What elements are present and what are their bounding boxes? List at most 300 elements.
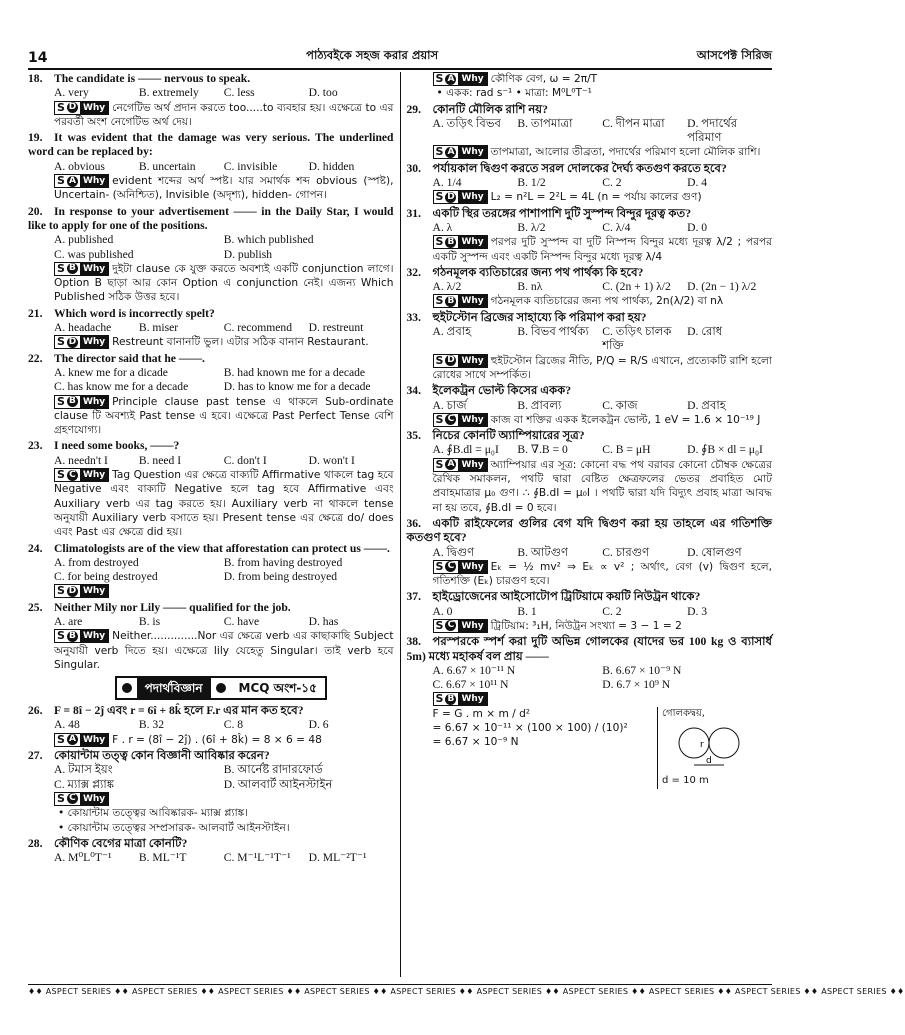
answer-letter: B <box>67 396 78 407</box>
explanation-text: Principle clause past tense এ থাকলে Sub-ordinate clause টি অবশ্যই Past tense এ হবে। এক্ষেত্রে Past Perfect Tense বেশি গ্রহণযোগ্য। <box>54 395 394 437</box>
explanation <box>407 145 773 159</box>
page-number: 14 <box>28 50 48 66</box>
why-label: Why <box>80 396 108 408</box>
question-stem: কৌণিক বেগের মাত্রা কোনটি? <box>54 836 188 850</box>
why-label: Why <box>80 336 108 348</box>
explanation-text: L₂ = n²L = 2²L = 4L (n = পর্যায় কালের গুণ) <box>490 191 702 204</box>
distance-value: d = 10 m <box>662 775 709 787</box>
option: C. 2 <box>602 604 622 618</box>
option: D. 6.7 × 10⁹ N <box>602 678 671 692</box>
option: A. 6.67 × 10⁻¹¹ N <box>432 663 516 677</box>
option: C. চারগুণ <box>602 545 650 559</box>
option: B. আটগুণ <box>517 545 569 559</box>
solution-mark: S <box>57 100 65 114</box>
option: C. (2n + 1) λ/2 <box>602 280 671 294</box>
question-item <box>407 162 773 205</box>
answer-badge <box>54 584 109 598</box>
option-list <box>407 443 773 457</box>
option-list <box>407 399 773 413</box>
explanation <box>407 692 773 706</box>
question-number: 28. <box>28 836 43 850</box>
calc-line: = 6.67 × 10⁻¹¹ × (100 × 100) / (10)² <box>432 722 628 735</box>
question-number: 22. <box>28 351 43 365</box>
why-label: Why <box>80 102 108 114</box>
option: B. had known me for a decade <box>223 365 366 379</box>
explanation <box>407 294 773 308</box>
explanation <box>28 584 394 598</box>
question-stem: ইলেকট্রন ভোল্ট কিসের একক? <box>432 384 572 398</box>
question-stem: The candidate is —— nervous to speak. <box>54 72 251 85</box>
right-column <box>401 72 773 977</box>
question-number: 24. <box>28 541 43 555</box>
question-text <box>407 207 773 221</box>
option: B. আর্নেষ্ট রাদারফোর্ড <box>223 763 323 777</box>
answer-letter: D <box>68 585 77 596</box>
question-number: 18. <box>28 72 43 85</box>
option-list <box>407 664 773 693</box>
answer-letter: B <box>67 631 78 642</box>
option-list <box>28 851 394 865</box>
question-text <box>407 635 773 664</box>
option: A. λ/2 <box>432 280 462 294</box>
why-label: Why <box>80 469 108 481</box>
question-text <box>407 266 773 280</box>
option: C. তড়িৎ চালক শক্তি <box>602 325 672 353</box>
option: A. λ <box>432 220 453 234</box>
option-list <box>407 325 773 354</box>
option: B. extremely <box>138 86 199 100</box>
option: C. ম্যাক্স প্ল্যাঙ্ক <box>54 777 114 791</box>
option: A. needn't I <box>54 453 108 467</box>
question-stem: Climatologists are of the view that afforestation can protect us ——. <box>54 541 390 555</box>
option: D. ∮B × dl = μ₀I <box>687 443 763 457</box>
option: B. nλ <box>517 280 543 294</box>
option: B. 1 <box>517 604 537 618</box>
explanation <box>407 190 773 204</box>
option: A. ∮B.dl = μ₀I <box>432 443 499 457</box>
question-stem: নিচের কোনটি অ্যাম্পিয়ারের সূত্র? <box>432 429 585 443</box>
question-number: 21. <box>28 306 43 320</box>
question-text <box>407 103 773 117</box>
question-stem: Which word is incorrectly spelt? <box>54 306 215 320</box>
question-text <box>28 601 394 615</box>
figure-label: গোলকদ্বয়, <box>662 707 705 719</box>
option: C. has know me for a decade <box>54 380 189 394</box>
option: C. 2 <box>602 176 622 190</box>
explanation-text: নেগেটিভ অর্থ প্রদান করতে too.....to ব্যবহার হয়। এক্ষেত্রে to এর পরবর্তী অংশ নেগেটিভ অর্থ দেয়। <box>54 101 394 128</box>
answer-letter: B <box>445 237 456 248</box>
question-text <box>28 439 394 453</box>
option: D. has to know me for a decade <box>223 380 371 394</box>
option: C. less <box>223 86 255 100</box>
option: D. won't I <box>308 453 355 467</box>
option: B. ML⁻¹T <box>138 851 187 865</box>
question-text <box>407 311 773 325</box>
distance-label: d <box>706 756 712 767</box>
answer-letter: B <box>445 296 456 307</box>
question-item <box>28 749 394 835</box>
option: D. (2n − 1) λ/2 <box>687 280 757 294</box>
question-item <box>28 352 394 438</box>
why-label: Why <box>458 561 486 573</box>
option: C. have <box>223 614 260 628</box>
why-label: Why <box>458 295 486 307</box>
answer-badge <box>433 294 488 308</box>
option: A. টমাস ইয়ং <box>54 763 113 777</box>
solution-mark: S <box>57 468 65 482</box>
question-text <box>407 162 773 176</box>
question-stem: F = 8î − 2ĵ এবং r = 6î + 8k̂ হলে F.r এর মান কত হবে? <box>54 704 304 718</box>
option: C. M⁻¹L⁻¹T⁻¹ <box>223 851 291 865</box>
answer-badge <box>433 354 488 368</box>
solution-mark: S <box>435 457 444 471</box>
question-number: 35. <box>406 429 421 443</box>
solution-mark: S <box>435 190 444 204</box>
answer-letter: A <box>445 74 456 85</box>
answer-badge <box>433 235 488 249</box>
option: D. ষোলগুণ <box>687 545 742 559</box>
answer-badge <box>433 190 488 204</box>
question-text <box>28 352 394 366</box>
answer-badge <box>54 395 109 409</box>
calculation <box>433 707 658 789</box>
physics-question-list-right <box>407 72 773 789</box>
answer-letter: C <box>67 470 78 481</box>
explanation <box>407 235 773 264</box>
explanation-bullet: • কোয়ান্টাম তত্ত্বের আবিষ্কারক- ম্যাক্স প্ল্যাঙ্ক। <box>58 807 249 820</box>
option: C. B = μH <box>602 443 651 457</box>
option-list <box>28 366 394 395</box>
option: A. are <box>54 614 83 628</box>
why-label: Why <box>80 793 108 805</box>
answer-badge <box>54 174 109 188</box>
question-stem: হুইটস্টোন ব্রিজের সাহায্যে কি পরিমাপ করা হয়? <box>432 310 647 324</box>
why-label: Why <box>458 236 486 248</box>
option: A. published <box>54 233 114 247</box>
why-label: Why <box>458 191 486 203</box>
question-stem: হাইড্রোজেনের আইসোটোপ ট্রিটিয়ামে কয়টি নিউট্রন থাকে? <box>432 590 701 604</box>
question-stem: গঠনমূলক ব্যতিচারের জন্য পথ পার্থক্য কি হবে? <box>432 265 644 279</box>
explanation-text: পরপর দুটি সুস্পন্দ বা দুটি নিস্পন্দ বিন্দুর মধ্যে দূরত্ব λ/2 ; পরপর একটি সুস্পন্দ এবং একটি নিস্পন্দ বিন্দুর মধ্যে দূরত্ব λ/4 <box>432 236 772 263</box>
option: A. knew me for a dicade <box>54 365 168 379</box>
why-label: Why <box>80 734 108 746</box>
option-list <box>28 321 394 335</box>
question-item <box>28 72 394 129</box>
option: A. M⁰L⁰T⁻¹ <box>54 851 112 865</box>
option-list <box>407 221 773 235</box>
question-text <box>28 307 394 321</box>
question-number: 33. <box>406 310 421 324</box>
question-text <box>28 749 394 763</box>
answer-letter: D <box>68 336 77 347</box>
question-stem: The director said that he ——. <box>54 351 205 365</box>
option: D. restreunt <box>308 321 364 335</box>
question-text <box>407 429 773 443</box>
answer-letter: C <box>445 620 456 631</box>
explanation-text: তাপমাত্রা, আলোর তীব্রতা, পদার্থের পরিমাণ হলো মৌলিক রাশি। <box>490 146 761 159</box>
option: A. headache <box>54 321 112 335</box>
option: D. প্রবাহ <box>687 398 726 412</box>
option: B. from having destroyed <box>223 555 343 569</box>
why-label: Why <box>458 355 486 367</box>
radius-label: r <box>700 740 704 751</box>
explanation-text: Tag Question এর ক্ষেত্রে বাক্যটি Affirmative থাকলে tag হবে Negative এবং বাক্যটি Negative হলে tag হবে Affirmative এবং Auxiliary verb এর tag করতে হয়। Auxiliary verb না থাকলে tense অনুযায়ী Auxiliary verb বসাতে হয়। Present tense এর ক্ষেত্রে do/ does এবং Past এর ক্ষেত্রে did হয়। <box>54 469 394 539</box>
question-stem: কোয়ান্টাম তত্ত্ব কোন বিজ্ঞানী আবিষ্কার করেন? <box>54 749 270 763</box>
option: B. which published <box>223 233 314 247</box>
question-number: 30. <box>406 161 421 175</box>
option: C. 8 <box>223 718 244 732</box>
explanation-text: F . r = (8î − 2ĵ) . (6î + 8k̂) = 8 × 6 = 48 <box>112 733 322 746</box>
option-list <box>28 556 394 585</box>
bullet-text: কোয়ান্টাম তত্ত্বের আবিষ্কারক- ম্যাক্স প্ল্যাঙ্ক। <box>67 807 249 820</box>
option-list <box>28 233 394 262</box>
section-part: MCQ অংশ-১৫ <box>238 681 317 696</box>
question-item <box>407 72 773 101</box>
explanation <box>28 335 394 349</box>
option: C. λ/4 <box>602 220 631 234</box>
question-stem: একটি রাইফেলের গুলির বেগ যদি দ্বিগুণ করা হয় তাহলে এর গতিশক্তি কতগুণ হবে? <box>406 516 772 545</box>
answer-letter: D <box>68 102 77 113</box>
question-text <box>407 517 773 546</box>
solution-mark: S <box>57 174 65 188</box>
option: C. was published <box>54 247 134 261</box>
explanation <box>28 629 394 672</box>
question-item <box>28 542 394 599</box>
question-stem: কোনটি মৌলিক রাশি নয়? <box>432 102 548 116</box>
option: D. publish <box>223 247 273 261</box>
why-label: Why <box>458 620 486 632</box>
explanation <box>28 101 394 130</box>
option: D. hidden <box>308 159 355 173</box>
answer-letter: C <box>67 793 78 804</box>
option: D. has <box>308 614 339 628</box>
question-stem: It was evident that the damage was very serious. The underlined word can be replaced by: <box>28 131 394 159</box>
answer-letter: A <box>445 147 456 158</box>
left-column <box>28 72 401 977</box>
answer-badge <box>433 692 488 706</box>
option: A. তড়িৎ বিভব <box>432 116 501 130</box>
bullet-text: কোয়ান্টাম তত্ত্বের সম্প্রসারক- আলবার্ট আইনস্টাইন। <box>67 821 290 834</box>
option-list <box>28 718 394 732</box>
option: C. invisible <box>223 159 278 173</box>
option: B. is <box>138 614 161 628</box>
solution-mark: S <box>57 791 65 805</box>
option: C. দীপন মাত্রা <box>602 116 665 130</box>
answer-badge <box>433 72 488 86</box>
explanation-text: কৌণিক বেগ, ω = 2π/T <box>490 73 598 85</box>
answer-letter: C <box>445 414 456 425</box>
explanation-bullet: • কোয়ান্টাম তত্ত্বের সম্প্রসারক- আলবার্ট আইনস্টাইন। <box>58 821 290 834</box>
question-item <box>28 837 394 866</box>
solution-mark: S <box>57 394 65 408</box>
solution-mark: S <box>435 412 444 426</box>
english-question-list <box>28 72 394 672</box>
answer-badge <box>54 262 109 276</box>
why-label: Why <box>458 73 486 85</box>
explanation-text: দুইটা clause কে যুক্ত করতে অবশ্যই একটি conjunction লাগে। Option B ছাড়া আর কোন Option এ conjunction নেই। এজন্য Which Published সঠিক উত্তর হবে। <box>54 262 394 304</box>
option: A. obvious <box>54 159 105 173</box>
explanation-text: ট্রিটিয়াম: ³₁H, নিউট্রন সংখ্যা = 3 − 1 = 2 <box>490 619 682 632</box>
solution-mark: S <box>435 353 444 367</box>
why-label: Why <box>458 693 486 705</box>
question-text <box>28 542 394 556</box>
option: A. from destroyed <box>54 555 139 569</box>
option: D. 0 <box>687 220 708 234</box>
explanation <box>28 174 394 203</box>
answer-badge <box>54 629 109 643</box>
option: A. 0 <box>432 604 453 618</box>
why-label: Why <box>458 414 486 426</box>
sphere <box>679 728 709 758</box>
explanation <box>28 262 394 305</box>
option: A. 1/4 <box>432 176 462 190</box>
bullet-dot-icon <box>122 683 132 693</box>
explanation-text: Restreunt বানানটি ভুল। এটার সঠিক বানান Restaurant. <box>112 336 369 349</box>
question-item <box>28 601 394 672</box>
why-label: Why <box>458 146 486 158</box>
explanation-text: গঠনমূলক ব্যতিচারের জন্য পথ পার্থক্য, 2n(λ/2) বা nλ <box>490 295 724 308</box>
question-stem: Neither Mily nor Lily —— qualified for the job. <box>54 600 291 614</box>
answer-letter: A <box>445 459 456 470</box>
question-item <box>407 311 773 382</box>
question-text <box>28 72 394 86</box>
solution-mark: S <box>435 692 444 706</box>
option: B. বিভব পার্থক্য <box>517 325 589 339</box>
answer-letter: A <box>67 734 78 745</box>
question-number: 23. <box>28 439 43 453</box>
option: B. miser <box>138 321 179 335</box>
question-number: 31. <box>406 206 421 220</box>
solution-mark: S <box>57 629 65 643</box>
explanation-bullet: • একক: rad s⁻¹ • মাত্রা: M⁰L⁰T⁻¹ <box>436 87 592 100</box>
option: A. চার্জ <box>432 398 467 412</box>
option: D. too <box>308 86 338 100</box>
answer-letter: B <box>67 263 78 274</box>
explanation <box>407 560 773 589</box>
question-item <box>407 384 773 427</box>
question-item <box>28 131 394 202</box>
question-number: 37. <box>406 590 421 604</box>
question-text <box>28 205 394 234</box>
question-item <box>28 439 394 539</box>
section-subject: পদার্থবিজ্ঞান <box>137 678 211 698</box>
explanation-text: কাজ বা শক্তির একক ইলেকট্রন ভোল্ট, 1 eV = 1.6 × 10⁻¹⁹ J <box>490 413 761 426</box>
question-item <box>28 205 394 305</box>
solution-mark: S <box>57 584 65 598</box>
answer-badge <box>433 413 488 427</box>
question-item <box>407 266 773 309</box>
question-text <box>28 704 394 718</box>
explanation-text: Neither..............Nor এর ক্ষেত্রে verb এর কাছাকাছি Subject অনুযায়ী verb দিতে হয়। এক্ষেত্রে lily যেহেতু Singular। তাই verb হবে Singular. <box>54 630 394 671</box>
calc-line: = 6.67 × 10⁻⁹ N <box>432 736 519 749</box>
question-stem: পর্যায়কাল দ্বিগুণ করতে সরল দোলকের দৈর্ঘ্য কতগুণ করতে হবে? <box>432 161 727 175</box>
answer-letter: B <box>445 694 456 705</box>
option: C. don't I <box>223 453 267 467</box>
question-text <box>407 384 773 398</box>
explanation <box>407 458 773 515</box>
option: B. 1/2 <box>517 176 546 190</box>
option: D. আলবার্ট আইনস্টাইন <box>223 777 333 791</box>
option: D. 3 <box>687 604 708 618</box>
answer-badge <box>433 458 488 472</box>
physics-question-list-left <box>28 704 394 865</box>
question-number: 29. <box>406 102 421 116</box>
option-list <box>28 454 394 468</box>
option-list <box>28 160 394 174</box>
gravitation-solution <box>407 707 773 789</box>
question-number: 25. <box>28 600 43 614</box>
why-label: Why <box>80 630 108 642</box>
question-number: 36. <box>406 516 421 530</box>
option: B. 6.67 × 10⁻⁹ N <box>602 663 682 677</box>
explanation <box>28 733 394 747</box>
question-number: 26. <box>28 704 43 718</box>
answer-badge <box>433 145 488 159</box>
question-number: 38. <box>406 635 421 649</box>
answer-badge <box>433 560 488 574</box>
option: D. 6 <box>308 718 329 732</box>
option: D. 4 <box>687 176 708 190</box>
option-list <box>28 763 394 792</box>
option: A. 48 <box>54 718 80 732</box>
answer-badge <box>433 619 488 633</box>
answer-badge <box>54 101 109 115</box>
explanation <box>407 354 773 383</box>
option-list <box>407 280 773 294</box>
solution-mark: S <box>435 618 444 632</box>
section-banner-box <box>115 676 327 700</box>
option: B. need I <box>138 453 182 467</box>
solution-mark: S <box>435 235 444 249</box>
why-label: Why <box>458 459 486 471</box>
two-spheres-icon <box>662 721 762 769</box>
sphere <box>709 728 739 758</box>
question-item <box>407 590 773 633</box>
question-item <box>407 517 773 588</box>
option: C. for being destroyed <box>54 570 158 584</box>
explanation-text: হুইটস্টোন ব্রিজের নীতি, P/Q = R/S এখানে, প্রত্যেকটি রাশি হলো রোধের সাথে সম্পর্কিত। <box>432 354 772 381</box>
explanation <box>28 395 394 438</box>
explanation-text: evident শব্দের অর্থ স্পষ্ট। যার সমার্থক শব্দ obvious (স্পষ্ট), Uncertain- (অনিশ্চিত), Invisible (অদৃশ্য), hidden- গোপন। <box>54 175 394 202</box>
solution-mark: S <box>57 335 65 349</box>
page-footer: ♦♦ ASPECT SERIES ♦♦ ASPECT SERIES ♦♦ ASPECT SERIES ♦♦ ASPECT SERIES ♦♦ ASPECT SERIES ♦♦ ASPECT SERIES ♦♦ ASPECT SERIES ♦♦ ASPECT SERIES ♦♦ ASPECT SERIES ♦♦ ASPECT SERIES ♦♦ <box>28 984 772 999</box>
answer-badge <box>54 792 109 806</box>
answer-letter: C <box>445 561 456 572</box>
question-item <box>407 207 773 264</box>
option: A. প্রবাহ <box>432 325 472 339</box>
option: A. দ্বিগুণ <box>432 545 475 559</box>
section-banner <box>48 676 394 700</box>
answer-letter: D <box>447 191 455 202</box>
question-stem: পরস্পরকে স্পর্শ করা দুটি অভিন্ন গোলকের (যাদের ভর 100 kg ও ব্যাসার্ধ 5m) মধ্যে মহাকর্ষ বল প্রায় —— <box>406 635 772 663</box>
explanation <box>407 413 773 427</box>
answer-badge <box>54 468 109 482</box>
why-label: Why <box>80 263 108 275</box>
option-list <box>28 615 394 629</box>
question-text <box>28 131 394 160</box>
why-label: Why <box>80 175 108 187</box>
option-list <box>407 176 773 190</box>
question-number: 20. <box>28 204 43 218</box>
solution-mark: S <box>435 294 444 308</box>
option: B. uncertain <box>138 159 196 173</box>
option: C. 6.67 × 10¹¹ N <box>432 678 509 692</box>
explanation <box>407 72 773 86</box>
question-number: 34. <box>406 384 421 398</box>
option: D. পদার্থের পরিমাণ <box>687 116 738 145</box>
answer-badge <box>54 733 109 747</box>
content-columns <box>28 72 772 977</box>
